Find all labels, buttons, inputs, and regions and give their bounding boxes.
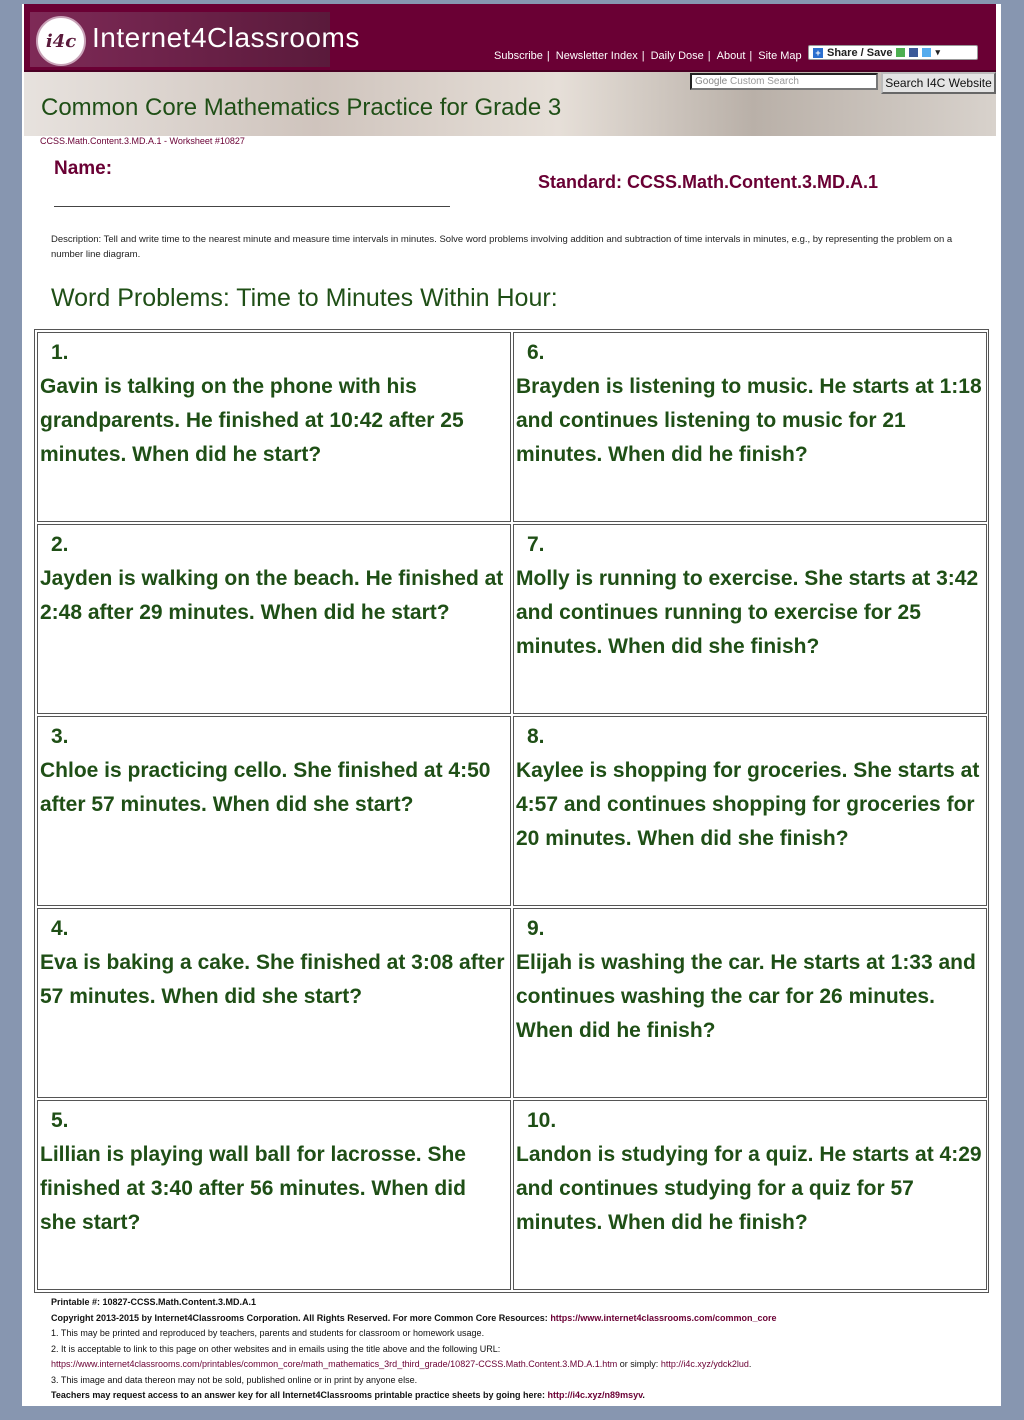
problem-cell-5: 5. Lillian is playing wall ball for lacrosse. She finished at 3:40 after 56 minutes. When did she start? bbox=[37, 1100, 511, 1290]
name-line bbox=[54, 206, 450, 207]
banner bbox=[24, 72, 996, 136]
chevron-down-icon: ▾ bbox=[935, 47, 940, 57]
note-1: 1. This may be printed and reproduced by teachers, parents and students for classroom or homework usage. bbox=[51, 1328, 485, 1338]
problem-cell-4: 4. Eva is baking a cake. She finished at 3:08 after 57 minutes. When did she start? bbox=[37, 908, 511, 1098]
footer bbox=[51, 1295, 981, 1404]
section-title: Word Problems: Time to Minutes Within Hour: bbox=[51, 284, 558, 312]
search-input[interactable]: Google Custom Search bbox=[690, 73, 878, 90]
note-3: 3. This image and data thereon may not be sold, published online or in print by anyone else. bbox=[51, 1374, 418, 1385]
nav-site-map[interactable]: Site Map bbox=[758, 50, 802, 62]
nav-newsletter-index[interactable]: Newsletter Index bbox=[555, 50, 638, 62]
page-title: Common Core Mathematics Practice for Grade 3 bbox=[41, 94, 562, 121]
problem-cell-9: 9. Elijah is washing the car. He starts at 1:33 and continues washing the car for 26 minutes. When did he finish? bbox=[513, 908, 987, 1098]
teachers-line: Teachers may request access to an answer key for all Internet4Classrooms printable practice sheets by going here: http://i4c.xyz/n89msyv. bbox=[51, 1390, 645, 1400]
nav-subscribe[interactable]: Subscribe bbox=[494, 50, 543, 62]
problem-cell-3: 3. Chloe is practicing cello. She finished at 4:50 after 57 minutes. When did she start? bbox=[37, 716, 511, 906]
problem-cell-6: 6. Brayden is listening to music. He starts at 1:18 and continues listening to music for 21 minutes. When did he finish? bbox=[513, 332, 987, 522]
problem-cell-10: 10. Landon is studying for a quiz. He starts at 4:29 and continues studying for a quiz for 57 minutes. When did he finish? bbox=[513, 1100, 987, 1290]
worksheet-url-link[interactable]: https://www.internet4classrooms.com/printables/common_core/math_mathematics_3rd_third_grade/10827-CCSS.Math.Content.3.MD.A.1.htm bbox=[51, 1359, 618, 1369]
problems-grid bbox=[34, 329, 989, 1293]
site-header bbox=[24, 4, 996, 72]
problem-cell-1: 1. Gavin is talking on the phone with his grandparents. He finished at 10:42 after 25 minutes. When did he start? bbox=[37, 332, 511, 522]
share-save-button[interactable]: + Share / Save ▾ bbox=[808, 45, 978, 60]
problem-cell-8: 8. Kaylee is shopping for groceries. She starts at 4:57 and continues shopping for groceries for 20 minutes. When did she finish? bbox=[513, 716, 987, 906]
nav-daily-dose[interactable]: Daily Dose bbox=[650, 50, 704, 62]
search-button[interactable]: Search I4C Website bbox=[881, 72, 996, 94]
plus-icon: + bbox=[813, 48, 823, 58]
site-logo[interactable] bbox=[30, 12, 360, 67]
facebook-icon bbox=[909, 48, 918, 57]
logo-icon: i4c bbox=[36, 16, 86, 66]
breadcrumb: CCSS.Math.Content.3.MD.A.1 - Worksheet #10827 bbox=[40, 136, 245, 146]
description: Description: Tell and write time to the nearest minute and measure time intervals in minutes. Solve word problems involving addition and subtraction of time intervals in minutes, e.g., by representing the problem on a number line diagram. bbox=[51, 234, 953, 260]
answer-key-link[interactable]: http://i4c.xyz/n89msyv bbox=[547, 1390, 643, 1400]
standard-label: Standard: CCSS.Math.Content.3.MD.A.1 bbox=[538, 172, 879, 192]
printable-number: Printable #: 10827-CCSS.Math.Content.3.MD.A.1 bbox=[51, 1297, 257, 1307]
nav-about[interactable]: About bbox=[716, 50, 746, 62]
common-core-link[interactable]: https://www.internet4classrooms.com/common_core bbox=[550, 1312, 777, 1323]
problem-cell-2: 2. Jayden is walking on the beach. He finished at 2:48 after 29 minutes. When did he start? bbox=[37, 524, 511, 714]
top-nav: Subscribe | Newsletter Index | Daily Dose | About | Site Map bbox=[494, 50, 802, 62]
share-icon bbox=[896, 48, 905, 57]
page bbox=[22, 4, 1001, 1406]
note-2: 2. It is acceptable to link to this page on other websites and in emails using the title above and the following URL: bbox=[51, 1343, 501, 1354]
twitter-icon bbox=[922, 48, 931, 57]
problem-cell-7: 7. Molly is running to exercise. She starts at 3:42 and continues running to exercise for 25 minutes. When did she finish? bbox=[513, 524, 987, 714]
note-2-urls: https://www.internet4classrooms.com/printables/common_core/math_mathematics_3rd_third_grade/10827-CCSS.Math.Content.3.MD.A.1.htm or simply: http://i4c.xyz/ydck2lud. bbox=[51, 1359, 752, 1369]
short-url-link[interactable]: http://i4c.xyz/ydck2lud bbox=[660, 1359, 749, 1369]
name-label: Name: bbox=[54, 158, 113, 179]
copyright-line: Copyright 2013-2015 by Internet4Classrooms Corporation. All Rights Reserved. For more Common Core Resources: https://www.internet4classrooms.com/common_core bbox=[51, 1312, 777, 1323]
brand-name: Internet4Classrooms bbox=[92, 22, 360, 53]
